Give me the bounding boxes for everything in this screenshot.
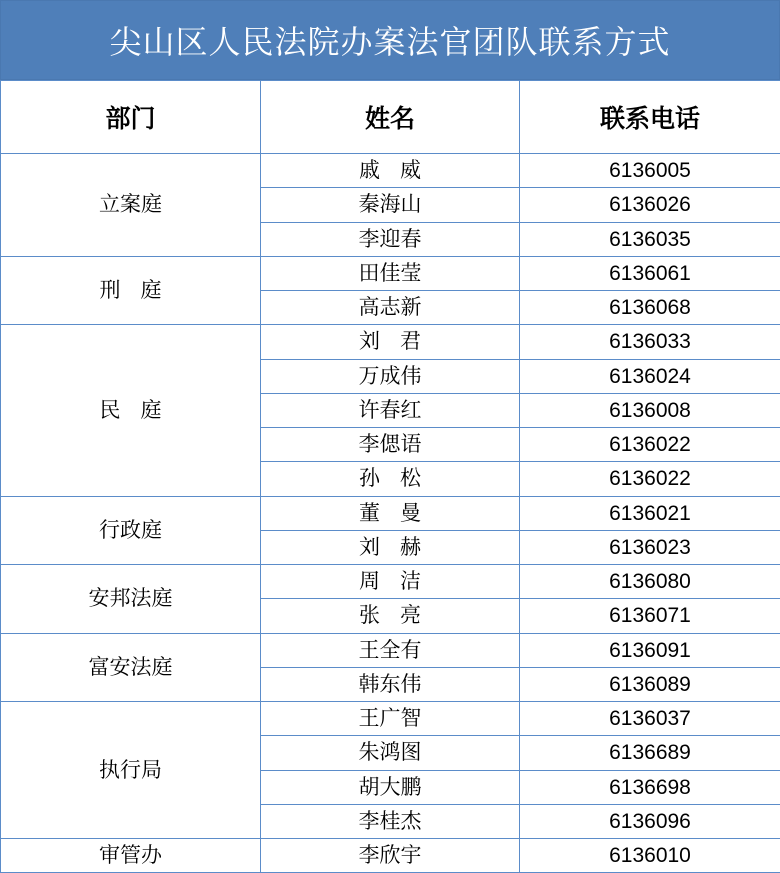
name-cell: 戚 威 <box>261 154 520 188</box>
contacts-table <box>0 80 780 873</box>
department-cell: 刑 庭 <box>1 256 261 325</box>
name-cell: 秦海山 <box>261 188 520 222</box>
name-cell: 刘 赫 <box>261 530 520 564</box>
phone-cell: 6136008 <box>520 393 780 427</box>
phone-cell: 6136068 <box>520 291 780 325</box>
name-cell: 周 洁 <box>261 565 520 599</box>
name-cell: 许春红 <box>261 393 520 427</box>
phone-cell: 6136089 <box>520 667 780 701</box>
table-row <box>1 154 780 188</box>
phone-cell: 6136021 <box>520 496 780 530</box>
page-title: 尖山区人民法院办案法官团队联系方式 <box>0 0 780 80</box>
name-cell: 韩东伟 <box>261 667 520 701</box>
department-cell: 安邦法庭 <box>1 565 261 634</box>
phone-cell: 6136022 <box>520 462 780 496</box>
department-cell: 民 庭 <box>1 325 261 496</box>
name-cell: 孙 松 <box>261 462 520 496</box>
name-cell: 万成伟 <box>261 359 520 393</box>
table-row <box>1 565 780 599</box>
name-cell: 田佳莹 <box>261 256 520 290</box>
header-phone: 联系电话 <box>520 81 780 154</box>
name-cell: 张 亮 <box>261 599 520 633</box>
phone-cell: 6136026 <box>520 188 780 222</box>
name-cell: 李欣宇 <box>261 839 520 873</box>
phone-cell: 6136010 <box>520 839 780 873</box>
name-cell: 李偲语 <box>261 428 520 462</box>
table-row <box>1 496 780 530</box>
name-cell: 李迎春 <box>261 222 520 256</box>
phone-cell: 6136024 <box>520 359 780 393</box>
department-cell: 行政庭 <box>1 496 261 565</box>
name-cell: 朱鸿图 <box>261 736 520 770</box>
name-cell: 李桂杰 <box>261 804 520 838</box>
table-row <box>1 325 780 359</box>
header-department: 部门 <box>1 81 261 154</box>
table-body <box>1 154 780 873</box>
phone-cell: 6136022 <box>520 428 780 462</box>
name-cell: 胡大鹏 <box>261 770 520 804</box>
phone-cell: 6136071 <box>520 599 780 633</box>
phone-cell: 6136096 <box>520 804 780 838</box>
phone-cell: 6136023 <box>520 530 780 564</box>
department-cell: 富安法庭 <box>1 633 261 702</box>
name-cell: 董 曼 <box>261 496 520 530</box>
name-cell: 王全有 <box>261 633 520 667</box>
table-row <box>1 839 780 873</box>
phone-cell: 6136698 <box>520 770 780 804</box>
name-cell: 刘 君 <box>261 325 520 359</box>
phone-cell: 6136037 <box>520 702 780 736</box>
department-cell: 立案庭 <box>1 154 261 257</box>
name-cell: 王广智 <box>261 702 520 736</box>
table-row <box>1 633 780 667</box>
phone-cell: 6136091 <box>520 633 780 667</box>
department-cell: 执行局 <box>1 702 261 839</box>
phone-cell: 6136061 <box>520 256 780 290</box>
phone-cell: 6136689 <box>520 736 780 770</box>
header-name: 姓名 <box>261 81 520 154</box>
phone-cell: 6136080 <box>520 565 780 599</box>
department-cell: 审管办 <box>1 839 261 873</box>
table-row <box>1 702 780 736</box>
phone-cell: 6136035 <box>520 222 780 256</box>
name-cell: 高志新 <box>261 291 520 325</box>
table-row <box>1 256 780 290</box>
table-header-row <box>1 81 780 154</box>
phone-cell: 6136033 <box>520 325 780 359</box>
phone-cell: 6136005 <box>520 154 780 188</box>
